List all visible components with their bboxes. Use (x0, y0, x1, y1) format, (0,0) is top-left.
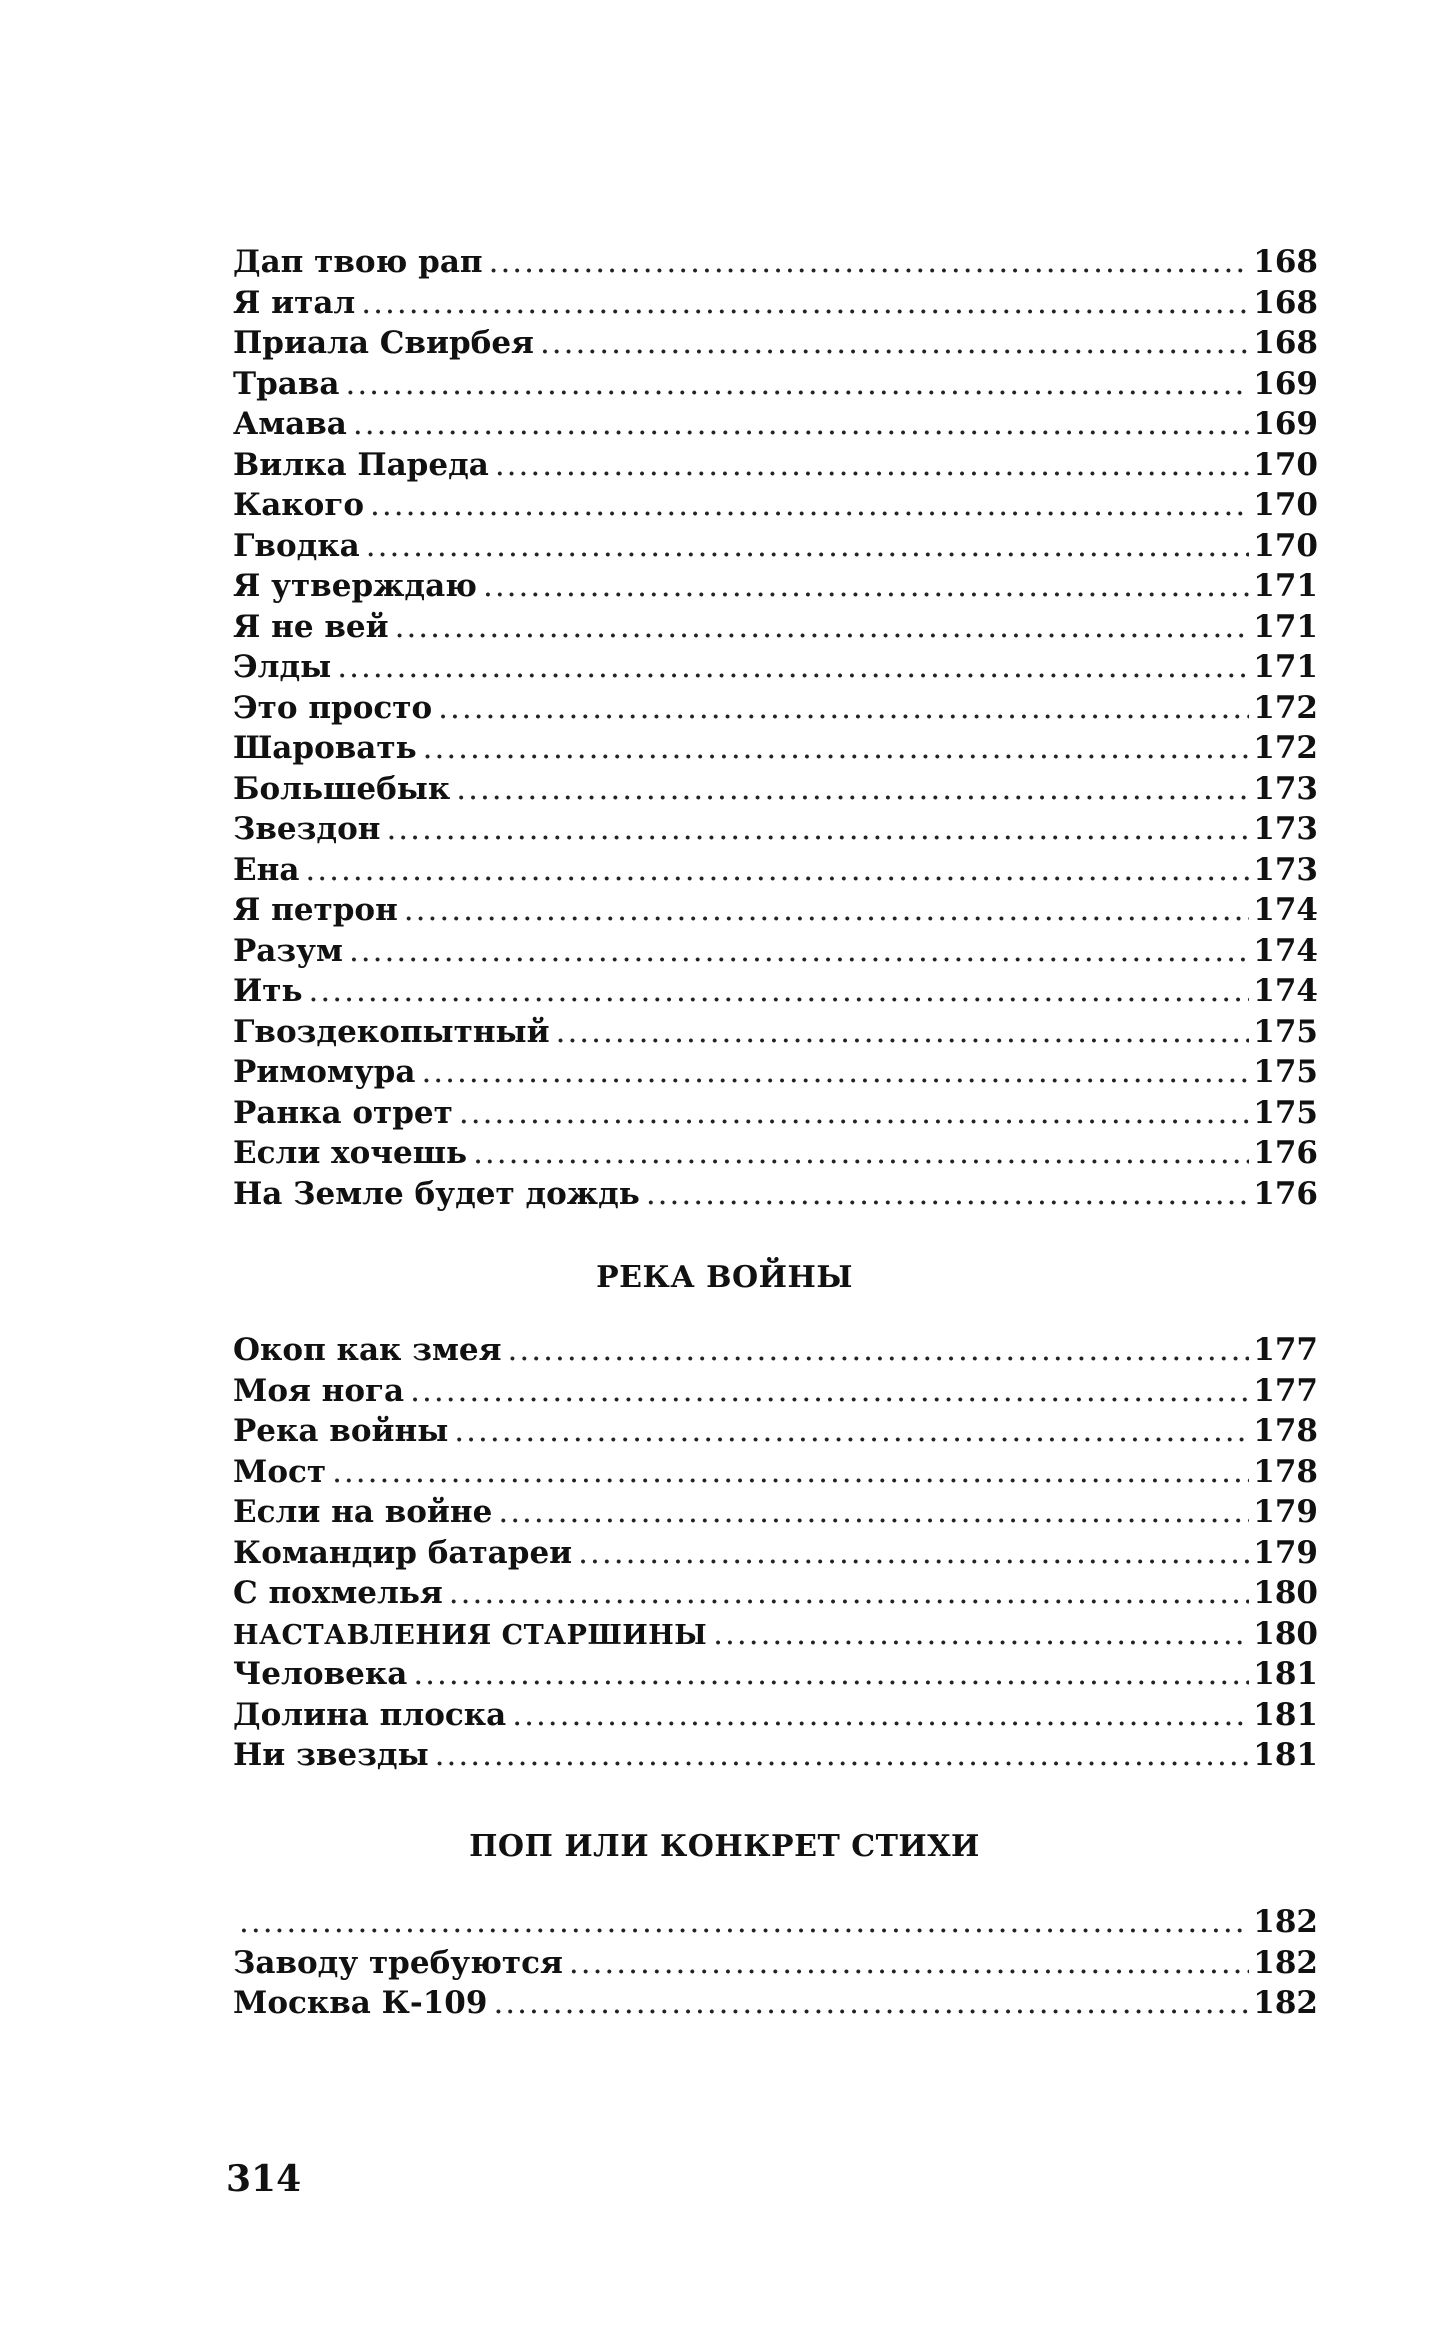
dot-leader (646, 1174, 1249, 1215)
toc-entry-title: Это просто (233, 689, 433, 726)
dot-leader (569, 1943, 1249, 1984)
toc-entry-title: Я петрон (233, 892, 398, 928)
toc-entry-title: Река войны (233, 1413, 449, 1449)
dot-leader (540, 323, 1249, 364)
dot-leader (423, 728, 1250, 769)
toc-entry-page-number: 168 (1253, 244, 1318, 280)
dot-leader (370, 485, 1249, 526)
toc-list-continuation (233, 242, 1318, 1214)
dot-leader (508, 1330, 1250, 1371)
toc-entry (233, 971, 1318, 1012)
toc-entry (233, 1452, 1318, 1493)
toc-entry-page-number: 173 (1253, 851, 1318, 888)
dot-leader (489, 242, 1250, 283)
toc-entry-title: Римомура (233, 1054, 416, 1090)
toc-entry-title: Ни звезды (233, 1737, 429, 1773)
toc-entry (233, 404, 1318, 445)
toc-entry-page-number: 176 (1253, 1135, 1318, 1171)
dot-leader (349, 931, 1249, 972)
toc-entry-page-number: 169 (1253, 406, 1318, 442)
toc-entry (233, 931, 1318, 972)
toc-entry (233, 1614, 1318, 1655)
dot-leader (386, 809, 1249, 850)
toc-entry-page-number: 174 (1253, 973, 1318, 1009)
toc-entry (233, 647, 1318, 688)
toc-entry-page-number: 179 (1253, 1534, 1318, 1571)
toc-list-reka-voiny (233, 1330, 1318, 1776)
toc-entry-page-number: 168 (1253, 325, 1318, 361)
toc-entry (233, 566, 1318, 607)
dot-leader (305, 850, 1249, 891)
toc-entry-page-number: 176 (1253, 1175, 1318, 1212)
dot-leader (410, 1371, 1249, 1412)
toc-entry (233, 1492, 1318, 1533)
toc-entry (233, 809, 1318, 850)
toc-entry-page-number: 180 (1253, 1615, 1318, 1652)
toc-entry-page-number: 171 (1253, 608, 1318, 645)
toc-entry-title: Элды (233, 649, 332, 685)
toc-entry (233, 607, 1318, 648)
toc-entry-title: С похмелья (233, 1575, 443, 1611)
dot-leader (512, 1695, 1249, 1736)
toc-entry-title: Гводка (233, 527, 360, 564)
toc-entry (233, 1695, 1318, 1736)
toc-entry (233, 890, 1318, 931)
toc-entry (233, 242, 1318, 283)
toc-entry-page-number: 169 (1253, 365, 1318, 402)
dot-leader (454, 1411, 1249, 1452)
toc-entry-title: Шаровать (233, 730, 417, 766)
toc-entry (233, 1533, 1318, 1574)
dot-leader (337, 647, 1249, 688)
toc-entry-page-number: 182 (1253, 1944, 1318, 1981)
toc-entry (233, 526, 1318, 567)
toc-entry-title: Ить (233, 973, 303, 1009)
toc-entry (233, 1902, 1318, 1943)
section-heading-reka-voiny: РЕКА ВОЙНЫ (596, 1260, 853, 1295)
toc-entry-page-number: 178 (1253, 1453, 1318, 1490)
dot-leader (498, 1492, 1249, 1533)
dot-leader (449, 1573, 1250, 1614)
dot-leader (353, 404, 1249, 445)
dot-leader (421, 1052, 1249, 1093)
toc-entry-title: Дап твою рап (233, 244, 483, 280)
toc-entry (233, 1174, 1318, 1215)
toc-entry (233, 1573, 1318, 1614)
toc-entry-title: Заводу требуются (233, 1944, 563, 1981)
toc-entry-title: Если хочешь (233, 1135, 468, 1171)
toc-entry (233, 728, 1318, 769)
toc-entry-title: Большебык (233, 770, 451, 807)
toc-entry-page-number: 168 (1253, 284, 1318, 321)
dot-leader (309, 971, 1250, 1012)
toc-entry (233, 364, 1318, 405)
toc-entry (233, 850, 1318, 891)
toc-entry-page-number: 179 (1253, 1494, 1318, 1530)
toc-entry-page-number: 173 (1253, 770, 1318, 807)
toc-entry-title: Долина плоска (233, 1696, 507, 1733)
toc-entry-title: Амава (233, 406, 347, 442)
dot-leader (361, 283, 1249, 324)
toc-entry-title: Окоп как змея (233, 1332, 502, 1368)
toc-entry-page-number: 171 (1253, 568, 1318, 604)
toc-entry-page-number: 177 (1253, 1372, 1318, 1409)
dot-leader (459, 1093, 1249, 1134)
dot-leader (404, 890, 1249, 931)
toc-entry (233, 1411, 1318, 1452)
toc-entry-page-number: 181 (1253, 1696, 1318, 1733)
dot-leader (578, 1533, 1249, 1574)
dot-leader (239, 1902, 1249, 1943)
dot-leader (556, 1012, 1250, 1053)
toc-entry (233, 769, 1318, 810)
toc-entry (233, 1654, 1318, 1695)
toc-entry-title: Мост (233, 1453, 327, 1490)
toc-entry-title: Ена (233, 851, 300, 888)
toc-entry (233, 1371, 1318, 1412)
toc-entry-page-number: 178 (1253, 1413, 1318, 1449)
toc-entry (233, 1943, 1318, 1984)
toc-entry-page-number: 180 (1253, 1575, 1318, 1611)
toc-entry (233, 283, 1318, 324)
toc-entry-page-number: 173 (1253, 811, 1318, 847)
toc-entry (233, 1052, 1318, 1093)
toc-entry-title: Я не вей (233, 608, 389, 645)
toc-entry-title: Приала Свирбея (233, 325, 534, 361)
toc-entry-title: Я итал (233, 284, 356, 321)
toc-entry-title: Моя нога (233, 1372, 405, 1409)
toc-entry-title: Ранка отрет (233, 1094, 453, 1131)
toc-entry (233, 323, 1318, 364)
toc-entry-page-number: 181 (1253, 1656, 1318, 1692)
toc-entry (233, 1735, 1318, 1776)
toc-entry (233, 1133, 1318, 1174)
dot-leader (495, 445, 1249, 486)
toc-entry-page-number: 172 (1253, 730, 1318, 766)
toc-entry (233, 1093, 1318, 1134)
toc-entry-title: НАСТАВЛЕНИЯ СТАРШИНЫ (233, 1619, 708, 1651)
toc-entry-title: На Земле будет дождь (233, 1175, 640, 1212)
toc-entry-page-number: 174 (1253, 892, 1318, 928)
toc-entry-title: Гвоздекопытный (233, 1013, 550, 1050)
toc-entry-page-number: 172 (1253, 689, 1318, 726)
toc-entry-title: Москва К-109 (233, 1985, 488, 2021)
dot-leader (483, 566, 1249, 607)
toc-entry-title: Человека (233, 1656, 408, 1692)
dot-leader (435, 1735, 1250, 1776)
dot-leader (438, 688, 1249, 729)
toc-entry (233, 1983, 1318, 2024)
toc-entry-page-number: 182 (1253, 1985, 1318, 2021)
toc-entry (233, 485, 1318, 526)
toc-entry-page-number: 170 (1253, 487, 1318, 523)
toc-entry (233, 1330, 1318, 1371)
dot-leader (366, 526, 1250, 567)
toc-entry (233, 1012, 1318, 1053)
dot-leader (456, 769, 1249, 810)
toc-entry-title: Вилка Пареда (233, 446, 489, 483)
toc-entry-title: Какого (233, 487, 365, 523)
toc-entry (233, 445, 1318, 486)
toc-entry-page-number: 170 (1253, 446, 1318, 483)
toc-entry-title: Трава (233, 365, 340, 402)
toc-entry-page-number: 174 (1253, 932, 1318, 969)
dot-leader (473, 1133, 1249, 1174)
dot-leader (395, 607, 1250, 648)
page-number: 314 (226, 2158, 302, 2200)
toc-entry-page-number: 175 (1253, 1054, 1318, 1090)
section-heading-pop-ili-konkret: ПОП ИЛИ КОНКРЕТ СТИХИ (469, 1829, 980, 1864)
dot-leader (332, 1452, 1249, 1493)
dot-leader (345, 364, 1249, 405)
toc-entry (233, 688, 1318, 729)
toc-entry-title: Командир батареи (233, 1534, 573, 1571)
toc-entry-page-number: 171 (1253, 649, 1318, 685)
toc-entry-title: Если на войне (233, 1494, 493, 1530)
toc-entry-page-number: 175 (1253, 1094, 1318, 1131)
dot-leader (713, 1614, 1249, 1655)
toc-entry-title: Звездон (233, 811, 381, 847)
toc-entry-page-number: 175 (1253, 1013, 1318, 1050)
toc-entry-page-number: 182 (1253, 1904, 1318, 1940)
toc-entry-page-number: 170 (1253, 527, 1318, 564)
toc-entry-page-number: 181 (1253, 1737, 1318, 1773)
toc-entry-title: Разум (233, 932, 343, 969)
toc-list-pop-ili-konkret (233, 1902, 1318, 2024)
toc-entry-page-number: 177 (1253, 1332, 1318, 1368)
dot-leader (413, 1654, 1249, 1695)
toc-entry-title: Я утверждаю (233, 568, 477, 604)
dot-leader (493, 1983, 1249, 2024)
